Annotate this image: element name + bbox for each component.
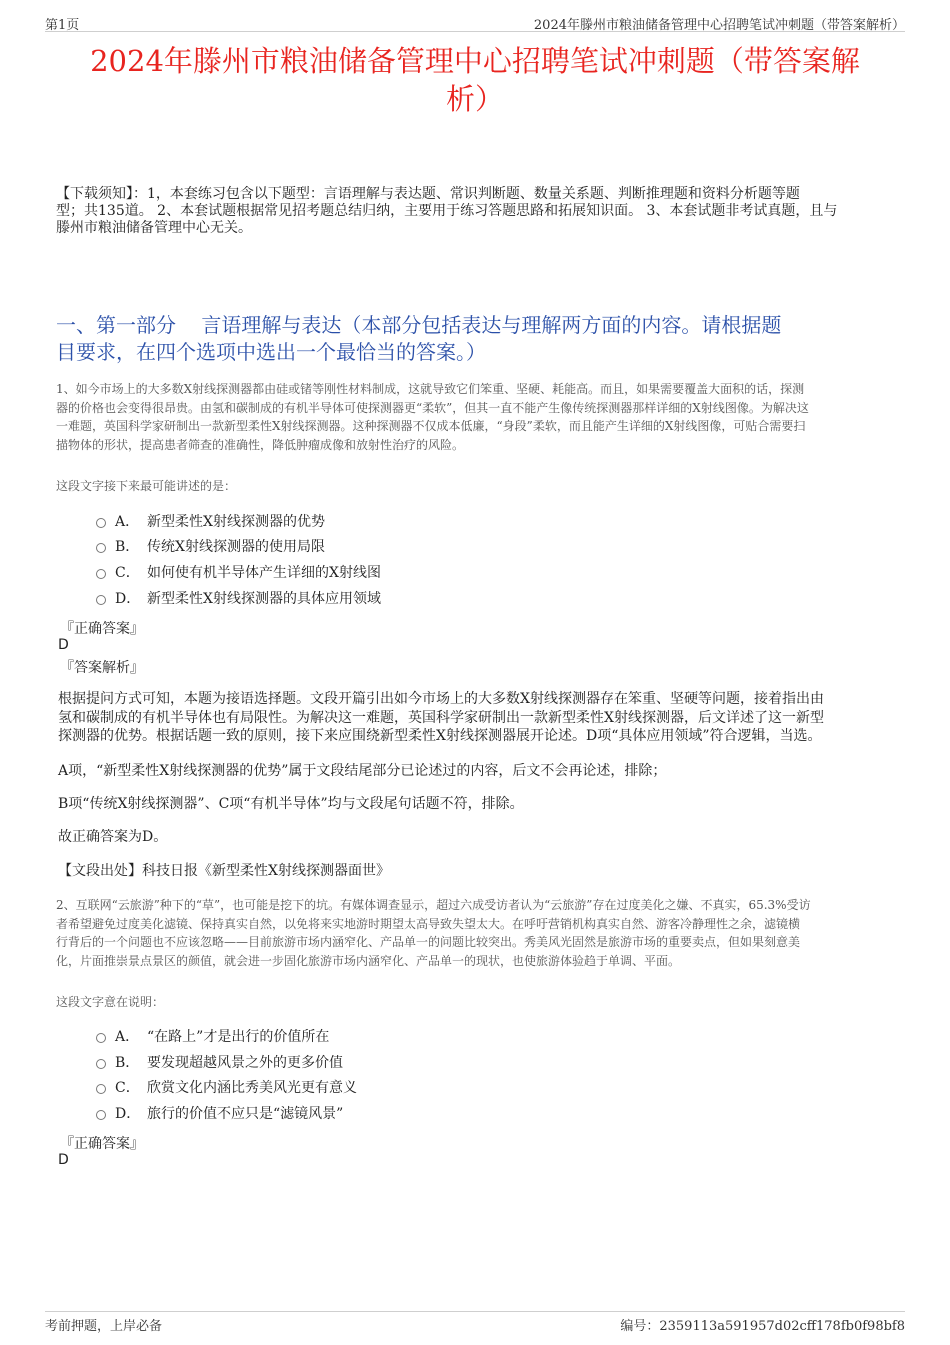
- option-text: 旅行的价值不应只是“滤镜风景”: [147, 1106, 344, 1122]
- q1-analysis-label: 『答案解析』: [60, 660, 144, 676]
- section-heading-line: 目要求，在四个选项中选出一个最恰当的答案。）: [56, 340, 486, 364]
- radio-icon[interactable]: [96, 1059, 106, 1069]
- option-text: “在路上”才是出行的价值所在: [147, 1029, 330, 1045]
- option-letter: D．: [115, 591, 141, 607]
- page-title-line-2: 析）: [445, 82, 504, 116]
- q1-option-a[interactable]: [96, 511, 325, 531]
- question-line: 器的价格也会变得很昂贵。由氢和碳制成的有机半导体可使探测器更“柔软”，但其一直不能产生像传统探测器那样详细的X射线图像。为解决这: [56, 400, 809, 415]
- footer-slogan: 考前押题，上岸必备: [45, 1319, 163, 1334]
- q1-conclusion: 故正确答案为D。: [58, 829, 168, 845]
- question-line: 者希望避免过度美化滤镜、保持真实自然，以免将来实地游时期望太高导致失望太大。在呼吁营销机构真实自然、游客冷静理性之余，滤镜横: [56, 916, 801, 931]
- radio-icon[interactable]: [96, 543, 106, 553]
- q1-option-b[interactable]: [96, 536, 325, 556]
- radio-icon[interactable]: [96, 595, 106, 605]
- header-divider: [45, 31, 905, 32]
- option-letter: B．: [115, 539, 140, 555]
- option-text: 新型柔性X射线探测器的优势: [147, 514, 325, 530]
- notice-line: 滕州市粮油储备管理中心无关。: [56, 220, 252, 236]
- notice-line: 【下载须知】：1，本套练习包含以下题型：言语理解与表达题、常识判断题、数量关系题、判断推理题和资料分析题等题: [56, 186, 800, 202]
- q1-source: 【文段出处】科技日报《新型柔性X射线探测器面世》: [58, 863, 390, 879]
- q1-option-c[interactable]: [96, 562, 381, 582]
- footer-divider: [45, 1311, 905, 1312]
- q2-option-b[interactable]: [96, 1052, 343, 1072]
- option-letter: B．: [115, 1055, 140, 1071]
- download-notice: [56, 186, 898, 237]
- question-line: 行背后的一个问题也不应该忽略——目前旅游市场内涵窄化、产品单一的问题比较突出。秀美风光固然是旅游市场的重要卖点，但如果刻意美: [56, 935, 801, 949]
- question-line: 一难题，英国科学家研制出一款新型柔性X射线探测器。这种探测器不仅成本低廉，“身段”柔软，而且能产生详细的X射线图像，可贴合需要扫: [56, 419, 806, 433]
- option-letter: C．: [115, 565, 140, 581]
- notice-line: 型；共135道。 2、本套试题根据常见招考题总结归纳，主要用于练习答题思路和拓展知识面。 3、本套试题非考试真题，且与: [56, 203, 838, 219]
- question-line: 化，片面推崇景点景区的颜值，就会进一步固化旅游市场内涵窄化、产品单一的现状，也使旅游体验趋于单调、平面。: [56, 953, 681, 968]
- radio-icon[interactable]: [96, 569, 106, 579]
- question-1-prompt: 这段文字接下来最可能讲述的是：: [56, 479, 237, 493]
- radio-icon[interactable]: [96, 518, 106, 528]
- section-heading: [56, 312, 898, 366]
- q1-analysis-a: A项，“新型柔性X射线探测器的优势”属于文段结尾部分已论述过的内容，后文不会再论述，排除；: [58, 763, 667, 779]
- option-text: 欣赏文化内涵比秀美风光更有意义: [147, 1080, 357, 1096]
- q1-answer-label: 『正确答案』: [60, 621, 144, 637]
- question-line: 2、互联网“云旅游”种下的“草”，也可能是挖下的坑。有媒体调查显示，超过六成受访者认为“云旅游”存在过度美化之嫌、不真实，65.3%受访: [56, 898, 811, 912]
- q1-analysis-bc: B项“传统X射线探测器”、C项“有机半导体”均与文段尾句话题不符，排除。: [58, 796, 524, 812]
- option-letter: D．: [115, 1106, 141, 1122]
- option-text: 传统X射线探测器的使用局限: [147, 539, 325, 555]
- option-text: 新型柔性X射线探测器的具体应用领域: [147, 591, 381, 607]
- question-2-prompt: 这段文字意在说明：: [56, 995, 165, 1009]
- option-text: 如何使有机半导体产生详细的X射线图: [147, 565, 381, 581]
- q2-option-a[interactable]: [96, 1026, 329, 1046]
- q2-option-c[interactable]: [96, 1077, 357, 1097]
- radio-icon[interactable]: [96, 1033, 106, 1043]
- option-text: 要发现超越风景之外的更多价值: [147, 1055, 343, 1071]
- radio-icon[interactable]: [96, 1110, 106, 1120]
- analysis-line: 根据提问方式可知，本题为接语选择题。文段开篇引出如今市场上的大多数X射线探测器存在笨重、坚硬等问题，接着指出由: [58, 691, 824, 707]
- q1-option-d[interactable]: [96, 588, 381, 608]
- page-title: [45, 42, 905, 118]
- option-letter: C．: [115, 1080, 140, 1096]
- question-line: 1、如今市场上的大多数X射线探测器都由硅或锗等刚性材料制成，这就导致它们笨重、坚硬、耗能高。而且，如果需要覆盖大面积的话，探测: [56, 382, 805, 396]
- radio-icon[interactable]: [96, 1084, 106, 1094]
- page-title-line-1: 2024年滕州市粮油储备管理中心招聘笔试冲刺题（带答案解: [90, 44, 860, 78]
- question-1-text: [56, 380, 898, 454]
- q1-answer: D: [58, 637, 69, 653]
- question-2-text: [56, 896, 898, 970]
- q1-analysis: [58, 690, 894, 746]
- page-number: 第1页: [45, 18, 80, 33]
- option-letter: A．: [115, 514, 140, 530]
- q2-answer-label: 『正确答案』: [60, 1136, 144, 1152]
- header-doc-title: 2024年滕州市粮油储备管理中心招聘笔试冲刺题（带答案解析）: [533, 18, 905, 33]
- q2-answer: D: [58, 1152, 69, 1168]
- footer-doc-id: 编号：2359113a591957d02cff178fb0f98bf8: [620, 1319, 905, 1334]
- section-heading-line: 一、第一部分 言语理解与表达（本部分包括表达与理解两方面的内容。请根据题: [56, 313, 782, 337]
- analysis-line: 探测器的优势。根据话题一致的原则，接下来应围绕新型柔性X射线探测器展开论述。D项“具体应用领域”符合逻辑，当选。: [58, 728, 822, 744]
- option-letter: A．: [115, 1029, 140, 1045]
- analysis-line: 氢和碳制成的有机半导体也有局限性。为解决这一难题，英国科学家研制出一款新型柔性X射线探测器，后文详述了这一新型: [58, 709, 824, 726]
- question-line: 描物体的形状，提高患者筛查的准确性，降低肿瘤成像和放射性治疗的风险。: [56, 437, 465, 452]
- q2-option-d[interactable]: [96, 1103, 343, 1123]
